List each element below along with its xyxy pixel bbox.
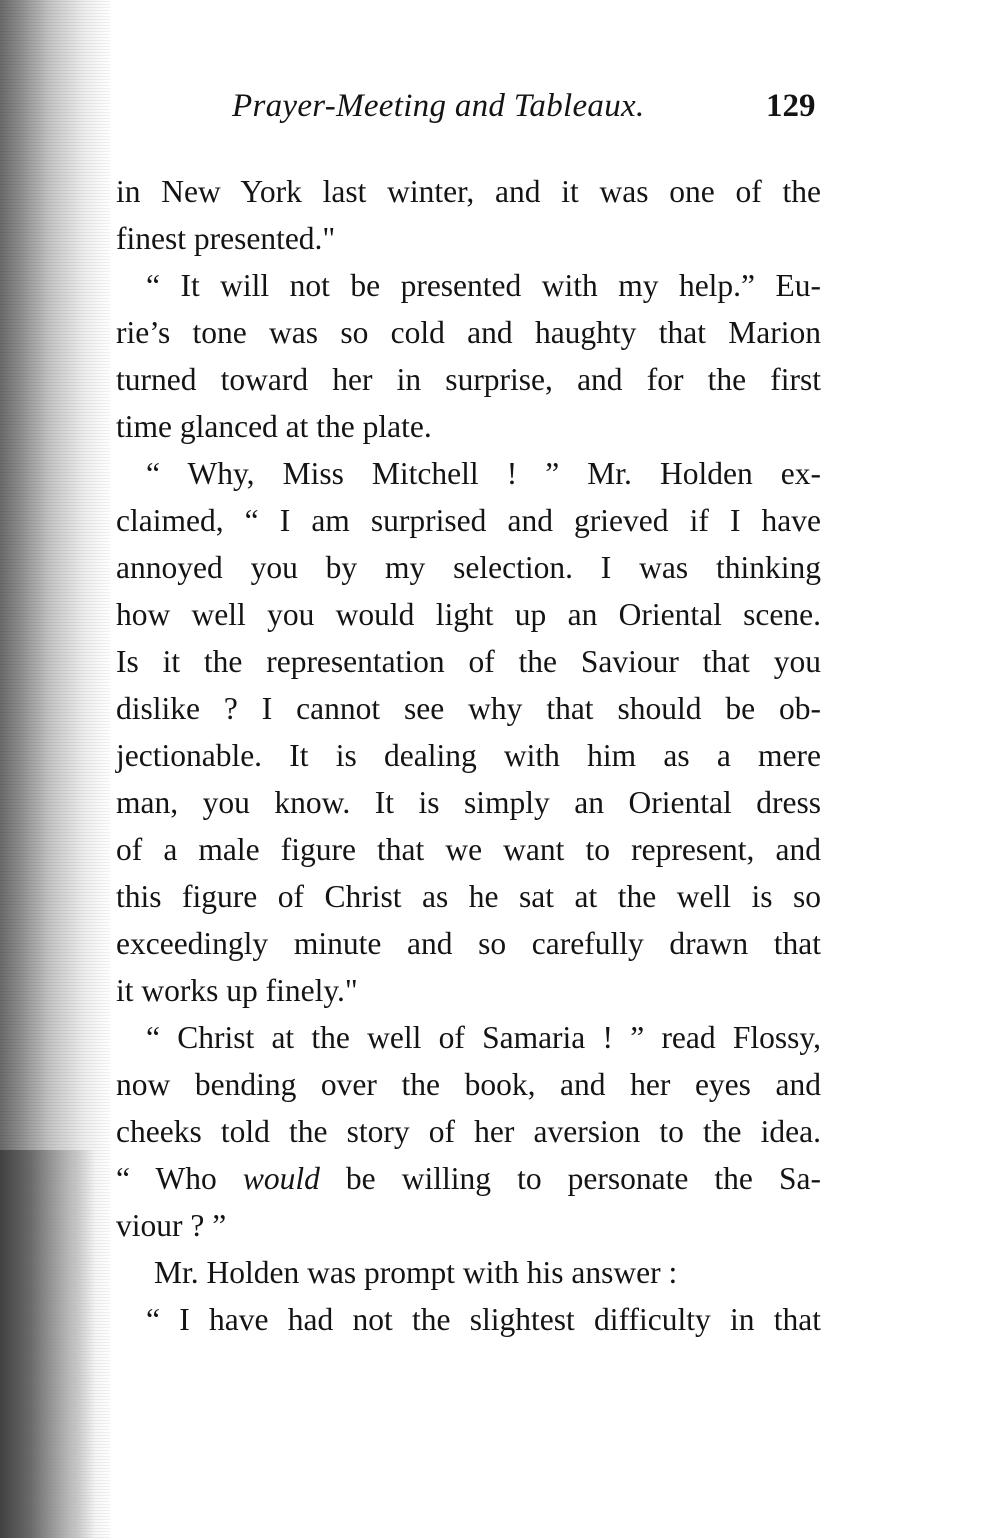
- text-line: claimed, “ I am surprised and grieved if I have: [116, 503, 821, 538]
- text-line: man, you know. It is simply an Oriental dress: [116, 785, 821, 820]
- text-line: time glanced at the plate.: [116, 409, 432, 444]
- text-line: exceedingly minute and so carefully drawn that: [116, 926, 821, 961]
- text-line: “ I have had not the slightest difficulty in that: [146, 1302, 821, 1337]
- text-line-with-italic: [116, 1155, 821, 1202]
- text-line: in New York last winter, and it was one of the: [116, 174, 821, 209]
- page-header: [0, 88, 1000, 136]
- text-line: now bending over the book, and her eyes and: [116, 1067, 821, 1102]
- running-title: Prayer-Meeting and Tableaux.: [232, 88, 645, 124]
- text-line: how well you would light up an Oriental scene.: [116, 597, 821, 632]
- italic-emphasis: would: [242, 1161, 320, 1196]
- text-line: dislike ? I cannot see why that should be ob-: [116, 691, 821, 726]
- text-line: viour ? ”: [116, 1208, 227, 1243]
- page-number: 129: [766, 88, 816, 124]
- text-line: of a male figure that we want to represent, and: [116, 832, 821, 867]
- text-line: finest presented.": [116, 221, 336, 256]
- binding-gutter-shadow-lower: [0, 1150, 95, 1538]
- text-line: “ Why, Miss Mitchell ! ” Mr. Holden ex-: [146, 456, 821, 491]
- text-line: Is it the representation of the Saviour that you: [116, 644, 821, 679]
- text-line: “ It will not be presented with my help.” Eu-: [146, 268, 821, 303]
- text-line: it works up finely.": [116, 973, 358, 1008]
- text-fragment: be willing to personate the Sa-: [319, 1161, 821, 1196]
- text-line: cheeks told the story of her aversion to the idea.: [116, 1114, 821, 1149]
- text-line: this figure of Christ as he sat at the well is so: [116, 879, 821, 914]
- text-fragment: “ Who: [116, 1161, 243, 1196]
- text-line: jectionable. It is dealing with him as a mere: [116, 738, 821, 773]
- text-line: annoyed you by my selection. I was thinking: [116, 550, 821, 585]
- text-line: turned toward her in surprise, and for the first: [116, 362, 821, 397]
- body-text: [116, 168, 821, 1343]
- text-line: “ Christ at the well of Samaria ! ” read Flossy,: [146, 1020, 821, 1055]
- text-line: Mr. Holden was prompt with his answer :: [154, 1255, 678, 1290]
- text-line: rie’s tone was so cold and haughty that Marion: [116, 315, 821, 350]
